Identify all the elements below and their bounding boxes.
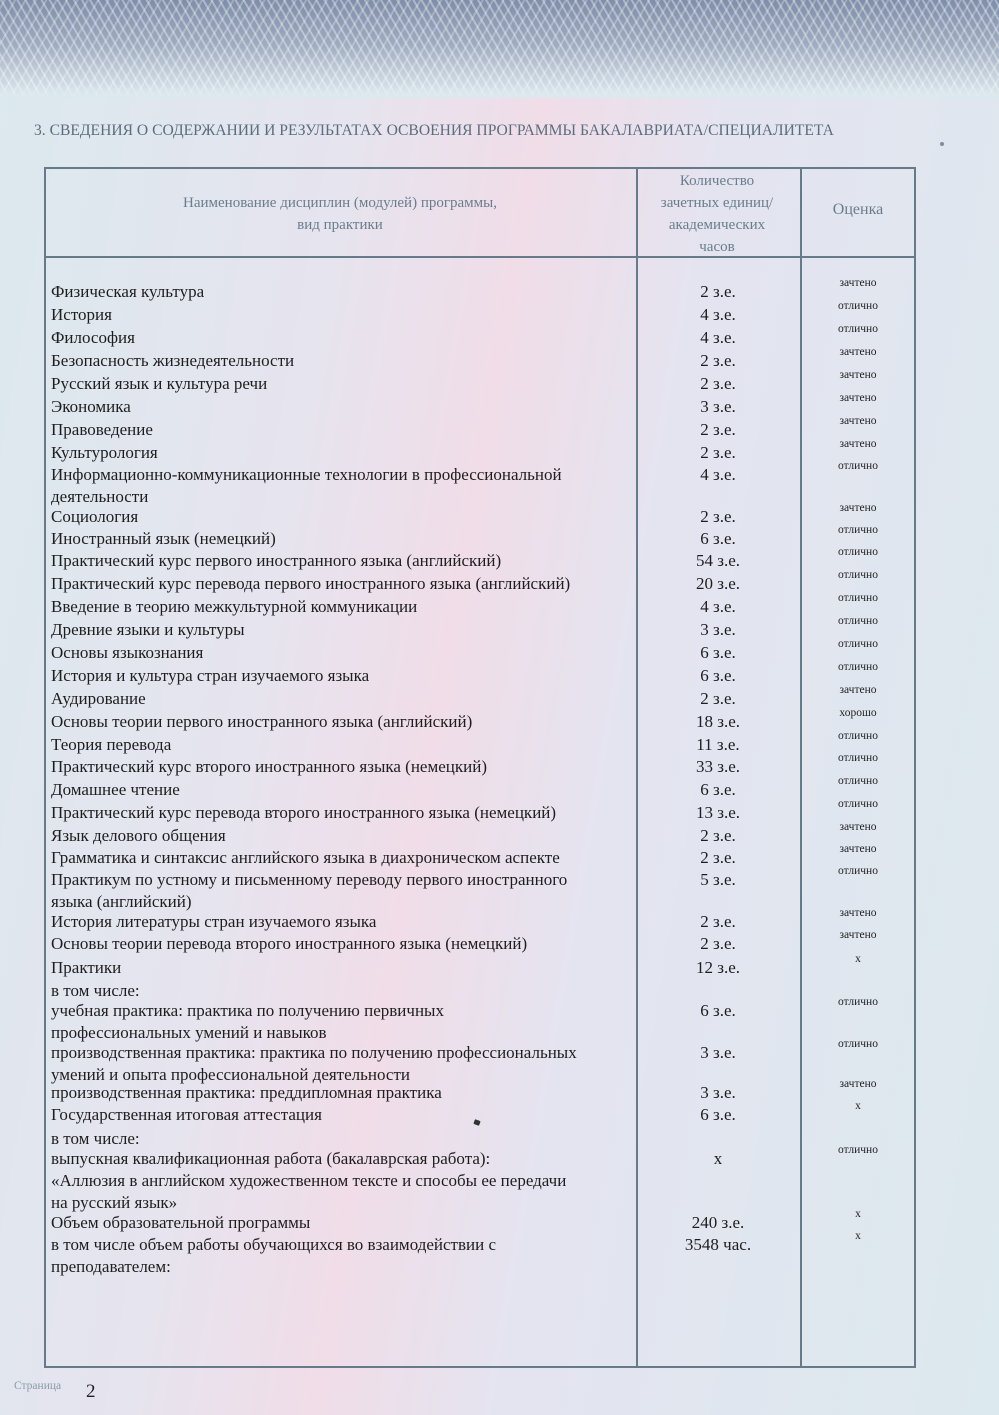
grade: отлично (838, 775, 878, 787)
grade: х (855, 1100, 861, 1112)
grade: отлично (838, 661, 878, 673)
credit-units: 20 з.е. (695, 574, 740, 593)
credit-units: 2 з.е. (700, 934, 736, 953)
grade: зачтено (839, 502, 877, 514)
grade: отлично (838, 323, 878, 335)
grade: отлично (838, 524, 878, 536)
discipline-name-line: Основы языкознания (51, 643, 204, 662)
discipline-name (51, 688, 633, 710)
discipline-name-line: выпускная квалификационная работа (бакалаврская работа): (51, 1149, 491, 1168)
discipline-name-line: Практический курс перевода второго иностранного языка (немецкий) (51, 803, 557, 822)
discipline-name (51, 734, 633, 756)
discipline-name-line: производственная практика: практика по получению профессиональных (51, 1043, 577, 1062)
credit-units: 33 з.е. (695, 757, 740, 776)
discipline-name-line: Практики (51, 958, 122, 977)
credit-units: 11 з.е. (696, 735, 740, 754)
grade: зачтено (839, 346, 877, 358)
discipline-name-line: Культурология (51, 443, 158, 462)
discipline-name-line: производственная практика: преддипломная практика (51, 1083, 442, 1102)
discipline-name (51, 506, 633, 528)
grade: отлично (838, 1038, 878, 1050)
discipline-name (51, 1104, 633, 1126)
discipline-name-line: Правоведение (51, 420, 153, 439)
discipline-name-line: Теория перевода (51, 735, 172, 754)
discipline-name (51, 957, 633, 979)
credit-units: 2 з.е. (700, 420, 736, 439)
discipline-name-line: Аудирование (51, 689, 146, 708)
credit-units: 4 з.е. (700, 328, 736, 347)
discipline-name-line: Философия (51, 328, 135, 347)
discipline-name-line: Практикум по устному и письменному переводу первого иностранного (51, 870, 568, 889)
discipline-name (51, 528, 633, 550)
grade: зачтено (839, 821, 877, 833)
decorative-security-band (0, 0, 999, 98)
credit-units: 2 з.е. (700, 912, 736, 931)
discipline-name-line: в том числе объем работы обучающихся во взаимодействии с (51, 1235, 496, 1254)
credit-units: 3548 час. (684, 1235, 752, 1254)
credit-units: 3 з.е. (700, 1083, 736, 1102)
discipline-name (51, 327, 633, 349)
credit-units: 2 з.е. (700, 507, 736, 526)
discipline-name (51, 779, 633, 801)
discipline-name-line: Язык делового общения (51, 826, 226, 845)
discipline-name-line: «Аллюзия в английском художественном тексте и способы ее передачи (51, 1171, 567, 1190)
discipline-name-line: языка (английский) (51, 892, 192, 911)
credit-units: 6 з.е. (700, 1001, 736, 1020)
grade: отлично (838, 615, 878, 627)
grade: отлично (838, 865, 878, 877)
discipline-name (51, 933, 633, 955)
discipline-name-line: Введение в теорию межкультурной коммуникации (51, 597, 418, 616)
credit-units: 2 з.е. (700, 351, 736, 370)
discipline-name (51, 825, 633, 847)
discipline-name-line: История литературы стран изучаемого языка (51, 912, 377, 931)
discipline-name-line: Практический курс первого иностранного языка (английский) (51, 551, 502, 570)
credit-units: 13 з.е. (695, 803, 740, 822)
discipline-name-line: учебная практика: практика по получению первичных (51, 1001, 444, 1020)
discipline-name (51, 1148, 633, 1214)
grade: зачтено (839, 438, 877, 450)
discipline-name (51, 847, 633, 869)
credit-units: 54 з.е. (695, 551, 740, 570)
grade: зачтено (839, 907, 877, 919)
discipline-name (51, 1234, 633, 1278)
discipline-name (51, 1128, 633, 1150)
grade: отлично (838, 996, 878, 1008)
discipline-name-line: Грамматика и синтаксис английского языка в диахроническом аспекте (51, 848, 560, 867)
discipline-name-line: деятельности (51, 487, 149, 506)
discipline-name-line: Основы теории перевода второго иностранного языка (немецкий) (51, 934, 528, 953)
discipline-name (51, 869, 633, 913)
discipline-name-line: История (51, 305, 112, 324)
credit-units: 2 з.е. (700, 848, 736, 867)
grade: зачтено (839, 1078, 877, 1090)
discipline-name (51, 911, 633, 933)
grade: зачтено (839, 843, 877, 855)
grade: отлично (838, 592, 878, 604)
credit-units: 2 з.е. (700, 443, 736, 462)
credit-units: 6 з.е. (700, 643, 736, 662)
page-label: Страница (14, 1380, 62, 1392)
discipline-name-line: Информационно-коммуникационные технологии в профессиональной (51, 465, 562, 484)
discipline-name (51, 596, 633, 618)
grade: зачтено (839, 929, 877, 941)
grade: зачтено (839, 277, 877, 289)
discipline-name-line: Иностранный язык (немецкий) (51, 529, 276, 548)
discipline-name (51, 1212, 633, 1234)
discipline-name (51, 419, 633, 441)
header-grade: Оценка (832, 201, 884, 218)
header-line: часов (699, 239, 735, 255)
grade: отлично (838, 546, 878, 558)
header-line: вид практики (297, 217, 383, 233)
discipline-name-line: Древние языки и культуры (51, 620, 245, 639)
credit-units: 2 з.е. (700, 689, 736, 708)
grade: х (855, 1208, 861, 1220)
discipline-name-line: Социология (51, 507, 139, 526)
grade: хорошо (839, 707, 877, 719)
credit-units: 6 з.е. (700, 1105, 736, 1124)
credit-units: 2 з.е. (700, 374, 736, 393)
discipline-name-line: преподавателем: (51, 1257, 171, 1276)
grade: отлично (838, 569, 878, 581)
discipline-name-line: умений и опыта профессиональной деятельности (51, 1065, 410, 1084)
discipline-name-line: История и культура стран изучаемого языка (51, 666, 370, 685)
grade: зачтено (839, 369, 877, 381)
grade: отлично (838, 1144, 878, 1156)
credit-units: 6 з.е. (700, 780, 736, 799)
credit-units: 3 з.е. (700, 620, 736, 639)
credit-units: 4 з.е. (700, 597, 736, 616)
discipline-name-line: Физическая культура (51, 282, 205, 301)
header-credit-units (636, 170, 798, 258)
discipline-name-line: Основы теории первого иностранного языка (английский) (51, 712, 473, 731)
discipline-name-line: профессиональных умений и навыков (51, 1023, 327, 1042)
page-number: 2 (86, 1381, 96, 1402)
credit-units: 18 з.е. (695, 712, 740, 731)
discipline-name (51, 304, 633, 326)
discipline-name-line: на русский язык» (51, 1193, 178, 1212)
discipline-name-line: Практический курс второго иностранного языка (немецкий) (51, 757, 487, 776)
discipline-name (51, 1000, 633, 1044)
grade: отлично (838, 730, 878, 742)
grade: зачтено (839, 392, 877, 404)
grade: отлично (838, 752, 878, 764)
decorative-dot (940, 142, 944, 146)
discipline-name (51, 1042, 633, 1086)
discipline-name (51, 281, 633, 303)
header-line: Количество (679, 173, 755, 189)
discipline-name-line: Практический курс перевода первого иностранного языка (английский) (51, 574, 571, 593)
section-title: 3. СВЕДЕНИЯ О СОДЕРЖАНИИ И РЕЗУЛЬТАТАХ ОСВОЕНИЯ ПРОГРАММЫ БАКАЛАВРИАТА/СПЕЦИАЛИТЕТА (34, 122, 834, 139)
discipline-name (51, 396, 633, 418)
discipline-name-line: Объем образовательной программы (51, 1213, 311, 1232)
credit-units: 5 з.е. (700, 870, 736, 889)
discipline-name (51, 665, 633, 687)
grade: отлично (838, 798, 878, 810)
discipline-name (51, 1082, 633, 1104)
grade: зачтено (839, 684, 877, 696)
discipline-name (51, 350, 633, 372)
credit-units: 240 з.е. (691, 1213, 745, 1232)
credit-units: 12 з.е. (695, 958, 740, 977)
discipline-name (51, 711, 633, 733)
discipline-name-line: в том числе: (51, 981, 140, 1000)
discipline-name (51, 619, 633, 641)
discipline-name-line: в том числе: (51, 1129, 140, 1148)
credit-units: 6 з.е. (700, 529, 736, 548)
grade: отлично (838, 300, 878, 312)
header-line: академических (668, 217, 766, 233)
grade: х (855, 1230, 861, 1242)
grade: зачтено (839, 415, 877, 427)
credit-units: 4 з.е. (700, 465, 736, 484)
discipline-name (51, 442, 633, 464)
credit-units: 3 з.е. (700, 397, 736, 416)
header-line: Наименование дисциплин (модулей) программы, (183, 195, 497, 211)
discipline-name (51, 573, 633, 595)
credit-units: 2 з.е. (700, 826, 736, 845)
discipline-name-line: Домашнее чтение (51, 780, 180, 799)
discipline-name (51, 642, 633, 664)
grade: х (855, 953, 861, 965)
grade: отлично (838, 638, 878, 650)
header-line: зачетных единиц/ (660, 195, 774, 211)
discipline-name (51, 464, 633, 508)
discipline-name-line: Государственная итоговая аттестация (51, 1105, 322, 1124)
credit-units: 6 з.е. (700, 666, 736, 685)
discipline-name (51, 756, 633, 778)
discipline-name-line: Безопасность жизнедеятельности (51, 351, 295, 370)
discipline-name-line: Русский язык и культура речи (51, 374, 268, 393)
credit-units: х (713, 1149, 723, 1168)
credit-units: 2 з.е. (700, 282, 736, 301)
header-discipline-name (46, 192, 634, 236)
discipline-name (51, 373, 633, 395)
grade: отлично (838, 460, 878, 472)
discipline-name (51, 802, 633, 824)
discipline-name (51, 980, 633, 1002)
discipline-name (51, 550, 633, 572)
discipline-name-line: Экономика (51, 397, 131, 416)
credit-units: 4 з.е. (700, 305, 736, 324)
credit-units: 3 з.е. (700, 1043, 736, 1062)
